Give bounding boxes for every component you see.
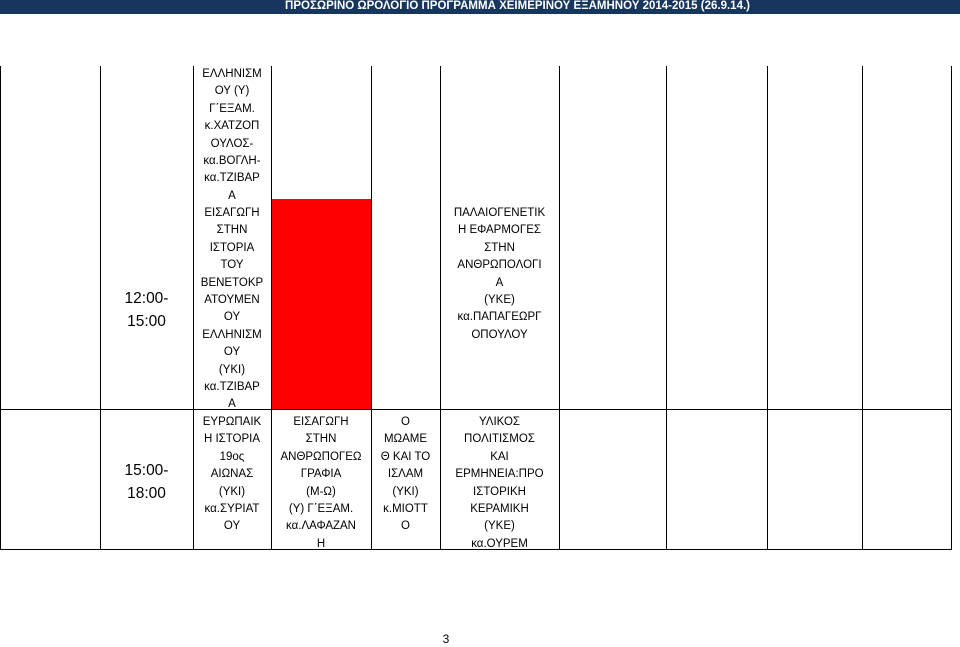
course-cell: ΥΛΙΚΟΣ ΠΟΛΙΤΙΣΜΟΣ ΚΑΙ ΕΡΜΗΝΕΙΑ:ΠΡΟ ΙΣΤΟΡΙΚΗ ΚΕΡΑΜΙΚΗ (ΥΚΕ) κα.ΟΥΡΕΜ [455, 416, 544, 550]
page-number: 3 [442, 632, 450, 646]
course-cell: Ο ΜΩΑΜΕ Θ ΚΑΙ ΤΟ ΙΣΛΑΜ (ΥΚΙ) κ.ΜΙΟΤΤ Ο [380, 416, 431, 533]
grid-line [862, 66, 863, 550]
grid-line [666, 66, 667, 550]
time-slot: 12:00- 15:00 [124, 290, 169, 330]
grid-line [0, 409, 952, 410]
course-cell: ΕΛΛΗΝΙΣΜ ΟΥ (Υ) Γ΄ΕΞΑΜ. κ.ΧΑΤΖΟΠ ΟΥΛΟΣ- κα.ΒΟΓΛΗ- κα.ΤΖΙΒΑΡ Α [202, 68, 262, 202]
title-bar [0, 0, 960, 14]
course-cell: ΕΙΣΑΓΩΓΗ ΣΤΗΝ ΙΣΤΟΡΙΑ ΤΟΥ ΒΕΝΕΤΟΚΡ ΑΤΟΥΜΕΝ ΟΥ ΕΛΛΗΝΙΣΜ ΟΥ (ΥΚΙ) κα.ΤΖΙΒΑΡ Α [200, 207, 264, 411]
page-title: ΠΡΟΣΩΡΙΝΟ ΩΡΟΛΟΓΙΟ ΠΡΟΓΡΑΜΜΑ ΧΕΙΜΕΡΙΝΟΥ ΕΞΑΜΗΝΟΥ 2014-2015 (26.9.14.) [285, 0, 750, 12]
course-cell: ΠΑΛΑΙΟΓΕΝΕΤΙΚ Η ΕΦΑΡΜΟΓΕΣ ΣΤΗΝ ΑΝΘΡΩΠΟΛΟΓΙ Α (ΥΚΕ) κα.ΠΑΠΑΓΕΩΡΓ ΟΠΟΥΛΟΥ [453, 207, 546, 341]
course-cell: ΕΥΡΩΠΑΙΚ Η ΙΣΤΟΡΙΑ 19ος ΑΙΩΝΑΣ (ΥΚΙ) κα.ΣΥΡΙΑΤ ΟΥ [202, 416, 262, 533]
highlighted-empty-cell [271, 199, 372, 409]
grid-line [0, 66, 1, 550]
time-slot: 15:00- 18:00 [124, 462, 169, 502]
grid-line [767, 66, 768, 550]
grid-line [951, 66, 952, 550]
grid-line [559, 66, 560, 550]
course-cell: ΕΙΣΑΓΩΓΗ ΣΤΗΝ ΑΝΘΡΩΠΟΓΕΩ ΓΡΑΦΙΑ (Μ-Ω) (Υ) Γ΄ΕΞΑΜ. κα.ΛΑΦΑΖΑΝ Η [280, 416, 362, 550]
